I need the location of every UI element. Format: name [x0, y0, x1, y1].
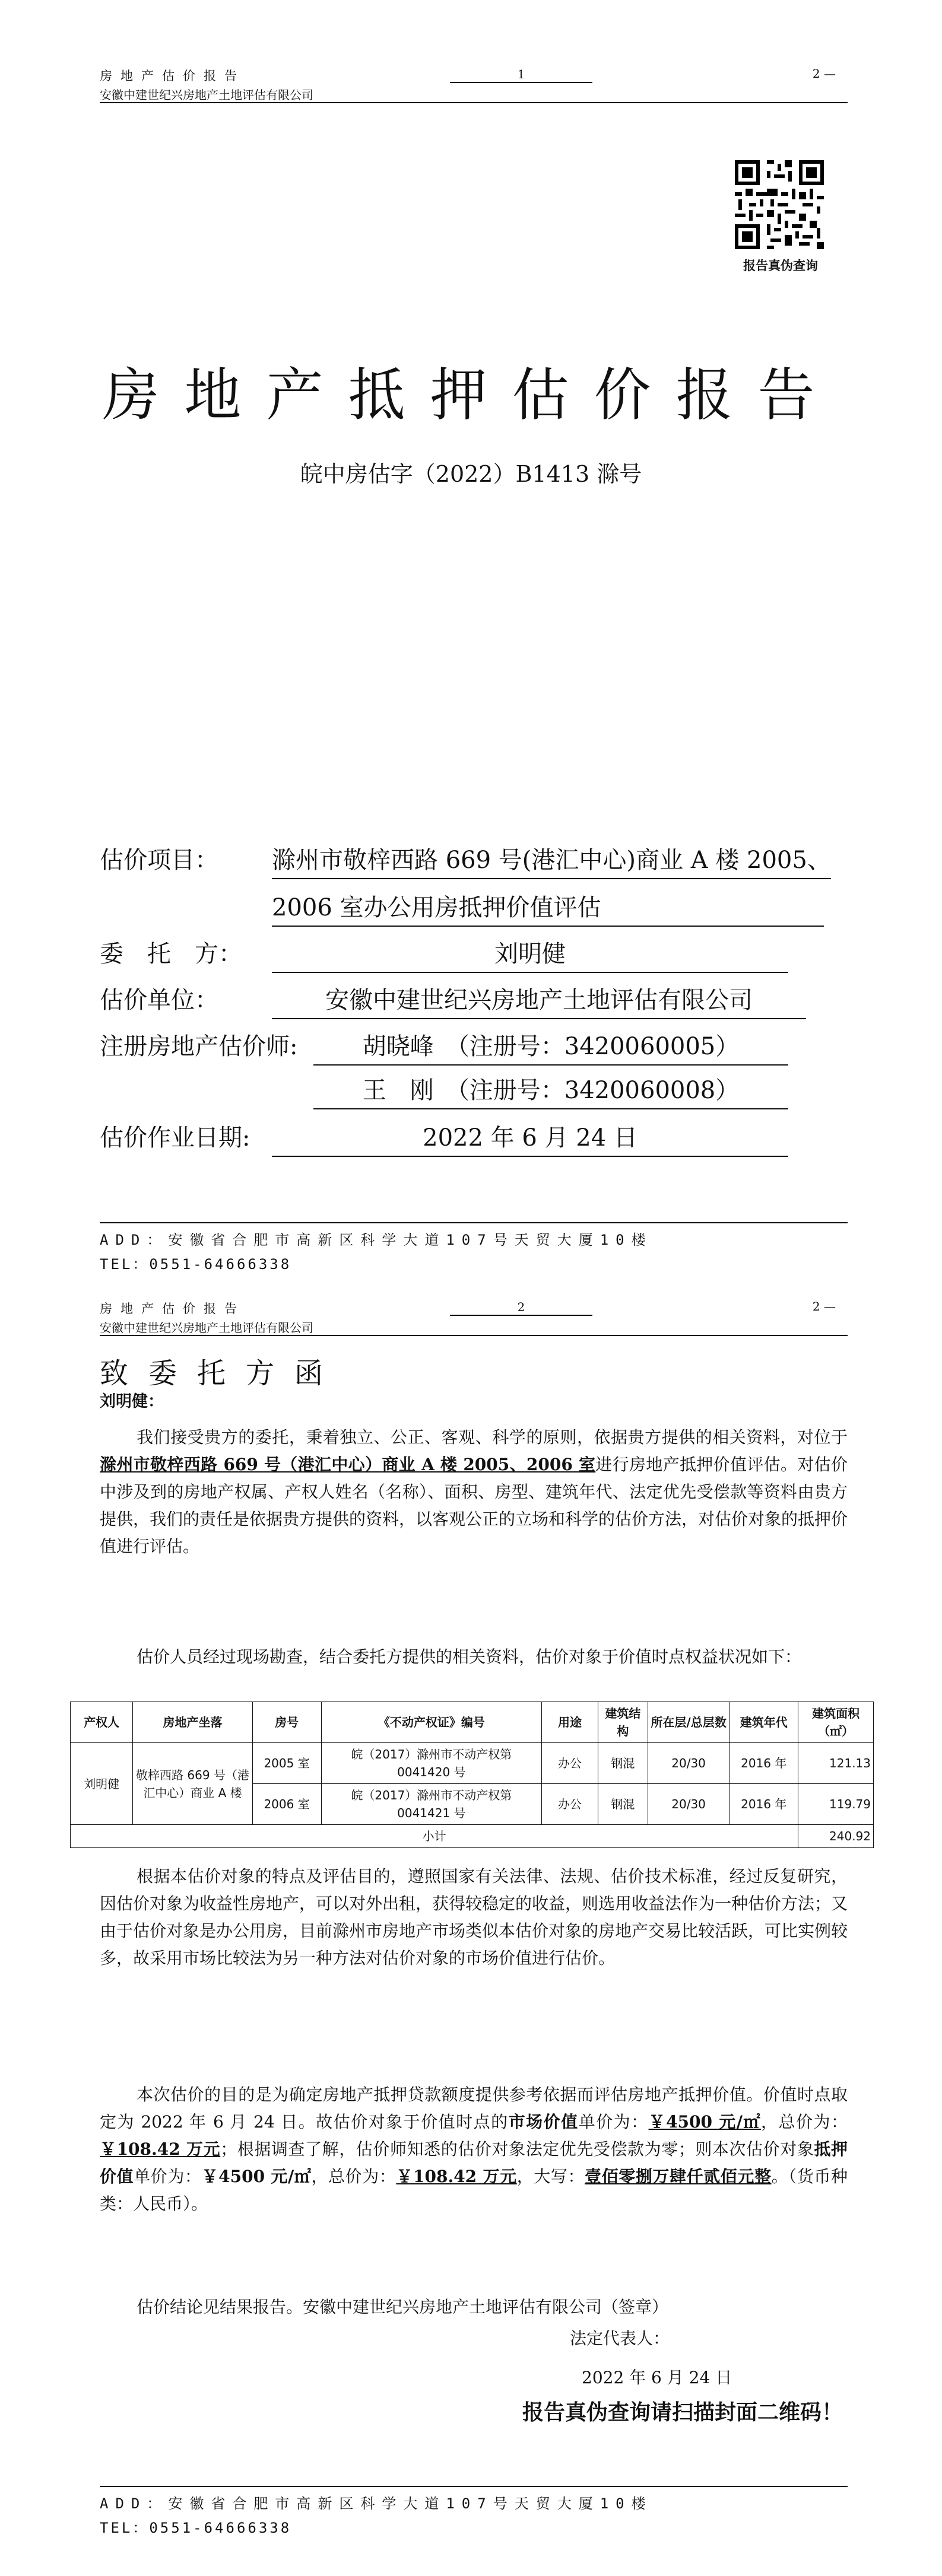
letter-paragraph-5: 估价结论见结果报告。安徽中建世纪兴房地产土地评估有限公司（签章）	[137, 2297, 669, 2317]
footer-rule	[100, 2486, 848, 2487]
th-area: 建筑面积（㎡）	[798, 1702, 874, 1743]
header-report-type: 房地产估价报告	[100, 1302, 245, 1316]
client-label: 委 托 方：	[100, 940, 242, 968]
table-header-row	[71, 1702, 874, 1743]
p4-text-i: 单价为：	[134, 2167, 202, 2186]
cell-cert: 皖（2017）滁州市不动产权第 0041421 号	[321, 1784, 542, 1825]
property-table	[70, 1702, 874, 1848]
subtotal-value: 240.92	[798, 1825, 874, 1848]
cell-location: 敬梓西路 669 号（港汇中心）商业 A 楼	[133, 1743, 252, 1825]
letter-salutation: 刘明健：	[100, 1392, 164, 1411]
appraiser-1: 胡晓峰 （注册号：3420060005）	[313, 1029, 788, 1066]
header-company: 安徽中建世纪兴房地产土地评估有限公司	[100, 1321, 313, 1335]
p4-amount-words: 壹佰零捌万肆仟贰佰元整	[585, 2167, 772, 2186]
p4-mortgage-total: ￥108.42 万元	[396, 2167, 517, 2186]
p4-mortgage-unit-price: ￥4500 元/㎡	[201, 2167, 312, 2186]
cell-structure: 钢混	[598, 1743, 648, 1784]
project-row	[100, 842, 831, 878]
p4-mortgage-value: 抵押价值	[100, 2139, 848, 2186]
header-company: 安徽中建世纪兴房地产土地评估有限公司	[100, 88, 313, 102]
th-owner: 产权人	[71, 1702, 133, 1743]
date-label: 估价作业日期:	[100, 1124, 250, 1152]
th-year: 建筑年代	[730, 1702, 798, 1743]
footer-address: ADD：安徽省合肥市高新区科学大道107号天贸大厦10楼	[100, 1232, 653, 1248]
cell-year: 2016 年	[730, 1784, 798, 1825]
header-page-number: 1	[450, 66, 592, 83]
cell-cert: 皖（2017）滁州市不动产权第 0041420 号	[321, 1743, 542, 1784]
footer-rule	[100, 1222, 848, 1223]
report-number: 皖中房估字（2022）B1413 滁号	[300, 461, 642, 487]
p4-market-value: 市场价值	[508, 2112, 579, 2132]
th-cert: 《不动产权证》编号	[321, 1702, 542, 1743]
footer-tel: TEL：0551-64666338	[100, 1256, 292, 1273]
page-footer	[100, 2486, 848, 2537]
letter-title: 致委托方函	[100, 1357, 344, 1390]
p4-market-total: ￥108.42 万元	[100, 2139, 221, 2159]
cell-owner: 刘明健	[71, 1743, 133, 1825]
p4-text-a: 本次估价的目的是为确定房地产抵押贷款额度提供参考依据而评估房地产抵押价值。价值时点取定为 2022 年 6 月 24 日。故估价对象于价值时点的	[100, 2085, 848, 2132]
p4-text-e: ，总价为：	[760, 2112, 848, 2132]
project-line2: 2006 室办公用房抵押价值评估	[272, 890, 824, 927]
cell-floor: 20/30	[648, 1743, 729, 1784]
header-rule	[100, 1335, 848, 1336]
project-label: 估价项目：	[100, 847, 218, 874]
page-header	[100, 66, 848, 102]
date-row	[100, 1120, 637, 1156]
report-title: 房地产抵押估价报告	[102, 362, 840, 428]
cell-use: 办公	[542, 1784, 598, 1825]
para1-property-address: 滁州市敬梓西路 669 号（港汇中心）商业 A 楼 2005、2006 室	[100, 1455, 596, 1474]
th-floor: 所在层/总层数	[648, 1702, 729, 1743]
cell-area: 119.79	[798, 1784, 874, 1825]
th-location: 房地产坐落	[133, 1702, 252, 1743]
table-row	[71, 1743, 874, 1784]
p4-text-o: 。（货币种类：人民币）。	[100, 2167, 848, 2214]
cover-page	[0, 0, 942, 1273]
table-subtotal-row	[71, 1825, 874, 1848]
th-structure: 建筑结构	[598, 1702, 648, 1743]
cell-room: 2005 室	[252, 1743, 321, 1784]
project-line1: 滁州市敬梓西路 669 号(港汇中心)商业 A 楼 2005、	[272, 842, 831, 879]
appraiser-label: 注册房地产估价师:	[100, 1033, 298, 1060]
cell-structure: 钢混	[598, 1784, 648, 1825]
p4-text-m: ，大写：	[516, 2167, 585, 2186]
footer-address: ADD：安徽省合肥市高新区科学大道107号天贸大厦10楼	[100, 2495, 653, 2512]
cell-year: 2016 年	[730, 1743, 798, 1784]
signature-date: 2022 年 6 月 24 日	[582, 2368, 732, 2387]
p4-text-c: 单价为：	[578, 2112, 649, 2132]
cell-room: 2006 室	[252, 1784, 321, 1825]
th-use: 用途	[542, 1702, 598, 1743]
qr-label: 报告真伪查询	[743, 259, 818, 273]
letter-paragraph-3: 根据本估价对象的特点及评估目的，遵照国家有关法律、法规、估价技术标准，经过反复研究，因估价对象为收益性房地产，可以对外出租，获得较稳定的收益，则选用收益法作为一种估价方法；又由于估价对象是办公用房，目前滁州市房地产市场类似本估价对象的房地产交易比较活跃，可比实例较多，故采用市场比较法为另一种方法对估价对象的市场价值进行估价。	[100, 1866, 848, 1968]
verify-note: 报告真伪查询请扫描封面二维码！	[522, 2400, 843, 2425]
unit-value: 安徽中建世纪兴房地产土地评估有限公司	[272, 982, 806, 1019]
para1-text-a: 我们接受贵方的委托，秉着独立、公正、客观、科学的原则，依据贵方提供的相关资料，对位于	[137, 1427, 848, 1447]
appraiser-row	[100, 1029, 740, 1064]
th-room: 房号	[252, 1702, 321, 1743]
appraiser-2: 王 刚 （注册号：3420060008）	[313, 1073, 788, 1109]
page-header	[100, 1299, 848, 1335]
header-right-mark: 2 —	[812, 66, 836, 81]
header-report-type: 房地产估价报告	[100, 69, 245, 83]
legal-representative: 法定代表人：	[570, 2329, 670, 2348]
cell-use: 办公	[542, 1743, 598, 1784]
p4-text-k: ，总价为：	[311, 2167, 397, 2186]
letter-paragraph-1	[100, 1424, 848, 1560]
header-rule	[100, 102, 848, 103]
para1-text-c: 进行房地产抵押价值评估。对估价中涉及到的房地产权属、产权人姓名（名称）、面积、房型、建筑年代、法定优先受偿款等资料由贵方提供，我们的责任是依据贵方提供的资料，以客观公正的立场和科学的估价方法，对估价对象的抵押价值进行评估。	[100, 1455, 848, 1556]
p4-text-g: ；根据调查了解，估价师知悉的估价对象法定优先受偿款为零；则本次估价对象	[220, 2139, 814, 2159]
cell-area: 121.13	[798, 1743, 874, 1784]
header-page-number: 2	[450, 1299, 592, 1316]
p4-market-unit-price: ￥4500 元/㎡	[648, 2112, 761, 2132]
subtotal-label: 小计	[71, 1825, 798, 1848]
letter-paragraph-2: 估价人员经过现场勘查，结合委托方提供的相关资料，估价对象于价值时点权益状况如下：	[137, 1647, 802, 1667]
cell-floor: 20/30	[648, 1784, 729, 1825]
client-value: 刘明健	[272, 936, 788, 973]
footer-tel: TEL：0551-64666338	[100, 2520, 292, 2536]
unit-row	[100, 982, 753, 1018]
header-right-mark: 2 —	[812, 1299, 836, 1314]
client-row	[100, 936, 566, 972]
letter-paragraph-4	[100, 2081, 848, 2218]
unit-label: 估价单位：	[100, 987, 218, 1014]
qr-code-icon[interactable]	[735, 160, 824, 249]
date-value: 2022 年 6 月 24 日	[272, 1120, 788, 1157]
